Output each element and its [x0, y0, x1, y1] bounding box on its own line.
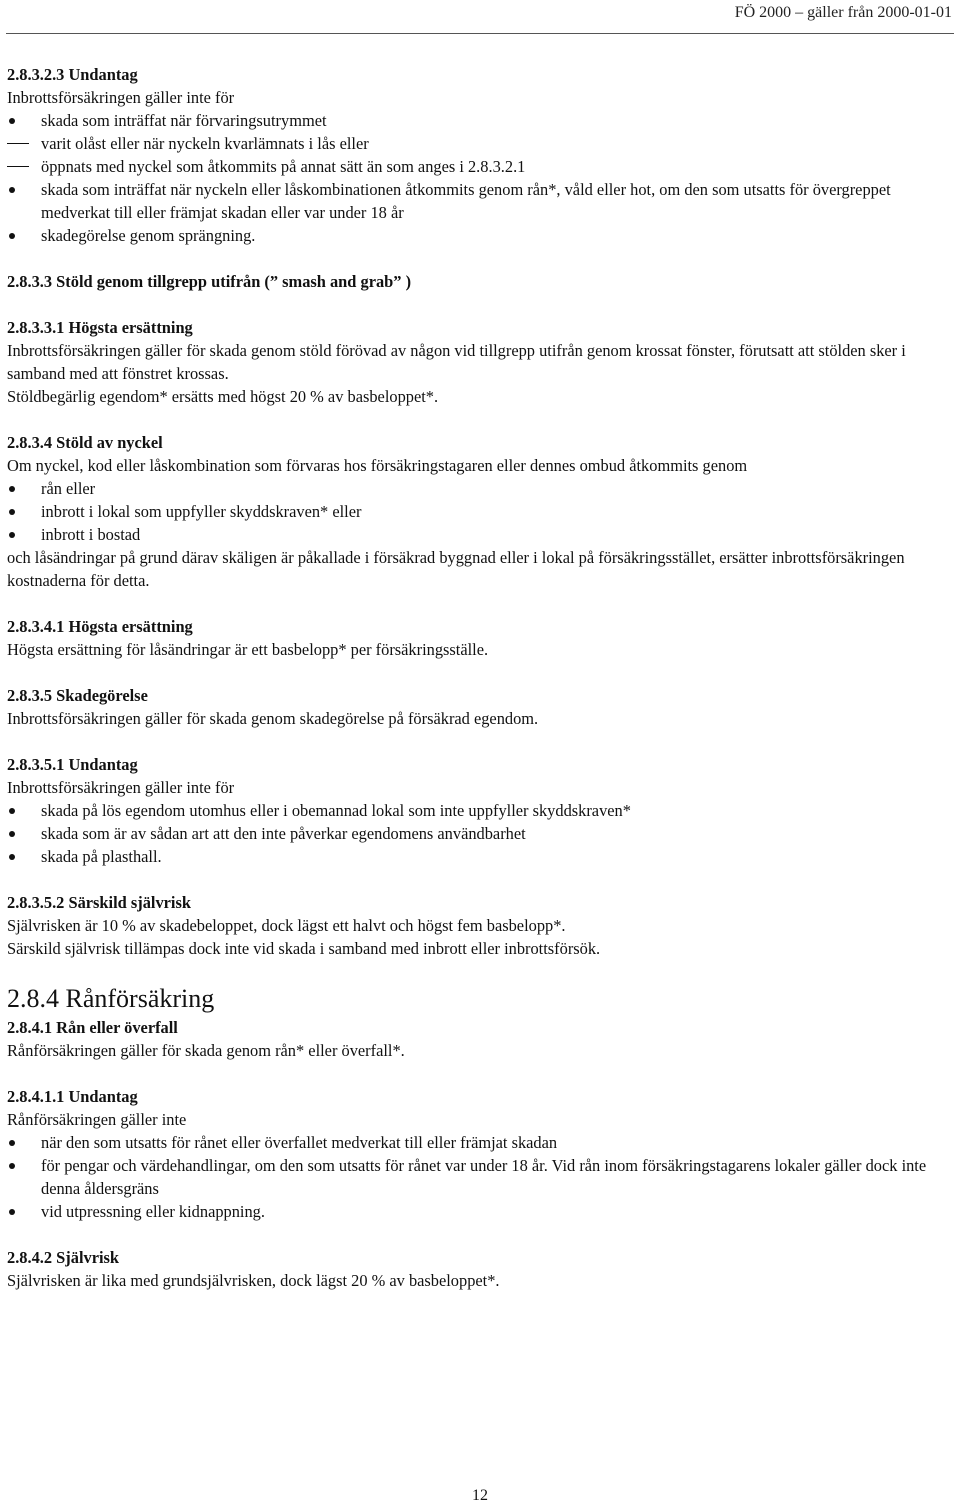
bullet-list [7, 477, 952, 546]
page-number: 12 [472, 1487, 488, 1504]
section-heading: 2.8.3.5.1 Undantag [7, 755, 138, 774]
section-heading: 2.8.3.3 Stöld genom tillgrepp utifrån (” smash and grab” ) [7, 272, 412, 291]
list-item-text: inbrott i lokal som uppfyller skyddskraven* eller [41, 502, 362, 521]
bullet-list [7, 1131, 952, 1223]
list-item-text: inbrott i bostad [41, 525, 141, 544]
list-item-text: skada på lös egendom utomhus eller i obemannad lokal som inte uppfyller skyddskraven* [41, 801, 631, 820]
bullet-list [7, 799, 952, 868]
dash-icon [7, 143, 29, 144]
bullet-list [7, 178, 952, 247]
bullet-icon [9, 118, 15, 124]
list-item [7, 477, 952, 500]
list-item-text: skada som inträffat när förvaringsutrymmet [41, 111, 327, 130]
bullet-icon [9, 1140, 15, 1146]
list-item [7, 132, 952, 155]
paragraph: Särskild självrisk tillämpas dock inte vid skada i samband med inbrott eller inbrottsförsök. [7, 939, 601, 958]
list-item-text: när den som utsatts för rånet eller överfallet medverkat till eller främjat skadan [41, 1133, 558, 1152]
list-item-text: skada på plasthall. [41, 847, 162, 866]
paragraph: Självrisken är lika med grundsjälvrisken, dock lägst 20 % av basbeloppet*. [7, 1271, 500, 1290]
list-item-text: öppnats med nyckel som åtkommits på annat sätt än som anges i 2.8.3.2.1 [41, 157, 526, 176]
list-item [7, 822, 952, 845]
section-heading: 2.8.3.2.3 Undantag [7, 65, 138, 84]
list-item [7, 799, 952, 822]
list-item [7, 500, 952, 523]
dash-icon [7, 166, 29, 167]
bullet-icon [9, 831, 15, 837]
paragraph: Rånförsäkringen gäller för skada genom rån* eller överfall*. [7, 1041, 405, 1060]
dash-list [7, 132, 952, 178]
paragraph: och låsändringar på grund därav skäligen är påkallade i försäkrad byggnad eller i lokal på försäkringsstället, ersätter inbrottsförsäkringen kostnaderna för detta. [7, 548, 905, 590]
list-item [7, 845, 952, 868]
paragraph: Inbrottsförsäkringen gäller inte för [7, 88, 235, 107]
document-body [7, 63, 952, 1292]
paragraph: Inbrottsförsäkringen gäller för skada genom skadegörelse på försäkrad egendom. [7, 709, 539, 728]
list-item-text: varit olåst eller när nyckeln kvarlämnats i lås eller [41, 134, 369, 153]
paragraph: Självrisken är 10 % av skadebeloppet, dock lägst ett halvt och högst fem basbelopp*. [7, 916, 566, 935]
bullet-icon [9, 854, 15, 860]
bullet-list [7, 109, 952, 132]
section-heading: 2.8.4.2 Självrisk [7, 1248, 120, 1267]
section-heading: 2.8.3.4.1 Högsta ersättning [7, 617, 193, 636]
section-heading: 2.8.3.3.1 Högsta ersättning [7, 318, 193, 337]
bullet-icon [9, 1163, 15, 1169]
paragraph: Rånförsäkringen gäller inte [7, 1110, 187, 1129]
list-item [7, 1200, 952, 1223]
paragraph: Stöldbegärlig egendom* ersätts med högst 20 % av basbeloppet*. [7, 387, 439, 406]
list-item [7, 224, 952, 247]
paragraph: Inbrottsförsäkringen gäller för skada genom stöld förövad av någon vid tillgrepp utifrån genom krossat fönster, förutsatt att stölden sker i samband med att fönstret krossas. [7, 341, 906, 383]
section-heading: 2.8.3.5.2 Särskild självrisk [7, 893, 191, 912]
bullet-icon [9, 187, 15, 193]
list-item [7, 178, 952, 224]
section-heading: 2.8.4.1 Rån eller överfall [7, 1018, 178, 1037]
list-item-text: rån eller [41, 479, 96, 498]
list-item-text: vid utpressning eller kidnappning. [41, 1202, 265, 1221]
list-item [7, 1154, 952, 1200]
page-header: FÖ 2000 – gäller från 2000-01-01 [734, 4, 952, 21]
list-item [7, 155, 952, 178]
bullet-icon [9, 808, 15, 814]
list-item-text: skada som är av sådan art att den inte påverkar egendomens användbarhet [41, 824, 526, 843]
bullet-icon [9, 509, 15, 515]
header-rule [6, 33, 954, 34]
paragraph: Om nyckel, kod eller låskombination som förvaras hos försäkringstagaren eller dennes ombud åtkommits genom [7, 456, 748, 475]
section-heading: 2.8.4.1.1 Undantag [7, 1087, 138, 1106]
section-heading: 2.8.3.5 Skadegörelse [7, 686, 148, 705]
list-item [7, 523, 952, 546]
list-item [7, 109, 952, 132]
paragraph: Högsta ersättning för låsändringar är ett basbelopp* per försäkringsställe. [7, 640, 489, 659]
list-item-text: skada som inträffat när nyckeln eller låskombinationen åtkommits genom rån*, våld eller hot, om den som utsatts för övergreppet medverkat till eller främjat skadan eller var under 18 år [41, 180, 891, 222]
chapter-heading: 2.8.4 Rånförsäkring [7, 984, 215, 1013]
paragraph: Inbrottsförsäkringen gäller inte för [7, 778, 235, 797]
bullet-icon [9, 532, 15, 538]
bullet-icon [9, 233, 15, 239]
list-item [7, 1131, 952, 1154]
list-item-text: skadegörelse genom sprängning. [41, 226, 256, 245]
bullet-icon [9, 1209, 15, 1215]
section-heading: 2.8.3.4 Stöld av nyckel [7, 433, 163, 452]
list-item-text: för pengar och värdehandlingar, om den som utsatts för rånet var under 18 år. Vid rån inom försäkringstagarens lokaler gäller dock inte denna åldersgräns [41, 1156, 927, 1198]
bullet-icon [9, 486, 15, 492]
